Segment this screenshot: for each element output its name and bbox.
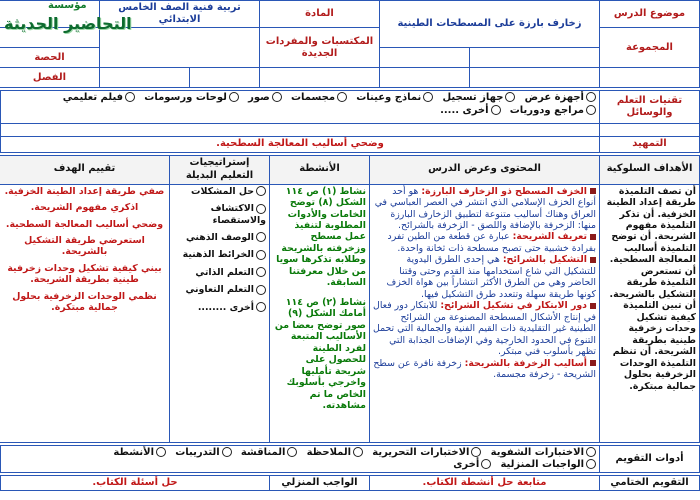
logo-main-text: التحاضير الحديثة (4, 14, 132, 33)
blank-cell (600, 124, 700, 137)
strategy-item[interactable]: الاكتشاف والاستقصاء (210, 203, 266, 226)
subject-label: المادة (260, 1, 380, 28)
blank-cell (260, 68, 380, 88)
bullet-icon (590, 257, 596, 263)
assessment-label: أدوات التقويم (600, 445, 700, 472)
content-para: الخزف المسطح ذو الزخارف البارزة: هو أحد أنواع الخزف الإسلامي الذي انتشر في العصر العباسي في العراق وهناك أساليب متنوعة لتطبيق الزخارف البارزة منها: الزخرفة بالإضافة واللصق - الزخرفة بالشرائح. (374, 185, 596, 231)
content-para: التشكيل بالشرائح: هي إحدى الطرق اليدوية للتشكيل التي شاع استخدامها منذ القدم وحتى وقتنا الحاضر وهي من الطرق الأكثر انتشاراً بين هواة الخزف كونها طريقة سهلة وتتعدد طرق التشكيل فيها. (386, 254, 596, 300)
strategy-item[interactable]: حل المشكلات (173, 186, 266, 197)
tool-item[interactable]: مجسمات (291, 92, 347, 103)
intro-text: وضحي أساليب المعالجة السطحية. (1, 137, 600, 152)
tools-list (1, 91, 600, 124)
topic-label: موضوع الدرس (600, 1, 700, 28)
radio-icon (222, 447, 232, 457)
blank-cell (470, 48, 600, 68)
homework-text: حل أسئلة الكتاب. (1, 475, 270, 490)
assessment-item[interactable]: الأنشطة (113, 447, 166, 458)
tool-item[interactable]: لوحات ورسومات (144, 92, 239, 103)
class-label: الفصل (0, 68, 99, 88)
blank-cell (190, 68, 260, 88)
radio-icon (586, 459, 596, 469)
strategies-cell (170, 184, 270, 442)
subject-value: تربية فنية الصف الخامس الابتدائي (99, 1, 259, 28)
group-label: المجموعة (600, 28, 700, 68)
tool-item[interactable]: صور (248, 92, 282, 103)
tool-item[interactable]: مراجع ودوريات (510, 105, 596, 116)
radio-icon (256, 285, 266, 295)
intro-label: التمهيد (600, 137, 700, 152)
bullet-icon (590, 360, 596, 366)
radio-icon (256, 186, 266, 196)
radio-icon (229, 92, 239, 102)
bullet-icon (590, 234, 596, 240)
radio-icon (337, 92, 347, 102)
tool-item[interactable]: نماذج وعينات (356, 92, 433, 103)
radio-icon (423, 92, 433, 102)
bullet-icon (590, 303, 596, 309)
assessment-item[interactable]: الاختبارات التحريرية (372, 447, 481, 458)
radio-icon (156, 447, 166, 457)
radio-icon (586, 447, 596, 457)
col-strategies: إستراتيجيات التعليم البديلة (170, 155, 270, 184)
radio-icon (256, 250, 266, 260)
radio-icon (471, 447, 481, 457)
assessment-item[interactable]: المناقشة (241, 447, 298, 458)
logo (0, 0, 180, 40)
blank-cell (470, 68, 600, 88)
col-objectives: الأهداف السلوكية (600, 155, 700, 184)
evaluation-item: اذكري مفهوم الشريحة. (30, 202, 139, 214)
radio-icon (125, 92, 135, 102)
objectives-text: أن تصف التلميذة طريقة إعداد الطينة الخزفية. أن تذكر التلميذة مفهوم الشريحة. أن توضح التلميذة أساليب المعالجة السطحية. أن تستعرض التلميذة طريقة التشكيل بالشريحة. أن تبين التلميذة كيفية تشكيل وحدات زخرفية طينية بطريقة الشريحة. أن تنظم التلميذة الوحدات الزخرفية بحلول جمالية مبتكرة. (600, 184, 700, 442)
evaluation-item: نظمي الوحدات الزخرفية بحلول جمالية مبتكرة. (12, 290, 157, 314)
radio-icon (586, 92, 596, 102)
content-cell (370, 184, 600, 442)
radio-icon (481, 459, 491, 469)
blank-cell (380, 48, 470, 68)
blank-cell (600, 68, 700, 88)
radio-icon (256, 232, 266, 242)
tool-item[interactable]: أجهزة عرض (525, 92, 596, 103)
evaluation-item: بيني كيفية تشكيل وحدات زخرفية طينية بطريقة الشريحة. (7, 262, 162, 286)
tool-item[interactable]: أخرى ..... (440, 105, 501, 116)
topic-value: زخارف بارزة على المسطحات الطينية (380, 1, 600, 48)
activities-cell (270, 184, 370, 442)
assessment-item[interactable]: التدريبات (175, 447, 231, 458)
vocab-label: المكتسبات والمفردات الجديدة (260, 28, 380, 68)
strategy-item[interactable]: الوصف الذهني (173, 232, 266, 243)
radio-icon (272, 92, 282, 102)
radio-icon (256, 267, 266, 277)
content-para: دور الابتكار في تشكيل الشرائح: للابتكار دور فعال في إنتاج الأشكال المسطحة المصنوعة من الشرائح الطينية غير التقليدية ذات القيم الفنية والجمالية التي تحمل التنوع في الحدود الخارجية وفي الإضافات الجذابة التي تظهر بأسلوب فني مبتكر. (372, 300, 596, 358)
logo-top-text: مؤسسة (48, 0, 87, 11)
assessment-list (1, 445, 600, 472)
col-content: المحتوى وعرض الدرس (370, 155, 600, 184)
activity-1: نشاط (١) ص ١١٤ الشكل (٨) توضح الخامات والأدوات المطلوبة لتنفيذ عمل مسطح وزخرفته بالشريحة وطلابه تذكرها سويا من خلال معرفتنا السابقة. (276, 185, 366, 289)
assessment-item[interactable]: الواجبات المنزلية (500, 459, 596, 470)
strategy-item[interactable]: أخرى ........ (173, 302, 266, 313)
assessment-item[interactable]: الملاحظة (307, 447, 364, 458)
radio-icon (491, 105, 501, 115)
strategy-item[interactable]: التعلم التعاوني (173, 284, 266, 295)
radio-icon (586, 105, 596, 115)
period-label: الحصة (0, 48, 99, 68)
final-label: التقويم الختامي (600, 475, 700, 490)
col-evaluation: تقييم الهدف (0, 155, 170, 184)
radio-icon (287, 447, 297, 457)
radio-icon (256, 302, 266, 312)
blank-cell (99, 68, 189, 88)
bullet-icon (590, 188, 596, 194)
radio-icon (505, 92, 515, 102)
col-activities: الأنشطة (270, 155, 370, 184)
assessment-item[interactable]: الاختبارات الشفوية (491, 447, 596, 458)
evaluation-item: صفي طريقة إعداد الطينة الخزفية. (4, 185, 165, 197)
radio-icon (256, 204, 266, 214)
blank-cell (380, 68, 470, 88)
tool-item[interactable]: فيلم تعليمي (63, 92, 135, 103)
activity-2: نشاط (٢) ص ١١٤ أمامك الشكل (٩) صور توضح بعضا من الأساليب المتبعة لفرد الطينة للحصول على شريحة تأمليها واخرجي بأسلوبك الخاص ما تم مشاهدته. (274, 296, 366, 411)
blank-cell (1, 124, 600, 137)
strategy-item[interactable]: الخرائط الذهنية (173, 249, 266, 260)
content-para: تعريف الشريحة: عبارة عن قطعة من الطين تفرد بفرادة خشبية حتى تصبح مسطحة ذات ثخانة واحدة. (387, 231, 596, 254)
content-para: أساليب الزخرفة بالشريحة: زخرفة نافرة عن سطح الشريحة - زخرفة مجسمة. (373, 357, 596, 381)
tools-label: تقنيات التعلم والوسائل (600, 91, 700, 124)
radio-icon (353, 447, 363, 457)
evaluation-item: استعرضي طريقة التشكيل بالشريحة. (24, 234, 145, 258)
evaluation-item: وضحي أساليب المعالجة السطحية. (5, 218, 164, 230)
homework-label: الواجب المنزلي (270, 475, 370, 490)
tool-item[interactable]: جهاز تسجيل (443, 92, 516, 103)
strategy-item[interactable]: التعلم الذاتي (173, 267, 266, 278)
final-text: متابعة حل أنشطة الكتاب. (370, 475, 600, 490)
evaluation-cell (0, 184, 170, 442)
assessment-item[interactable]: أخرى (453, 459, 491, 470)
